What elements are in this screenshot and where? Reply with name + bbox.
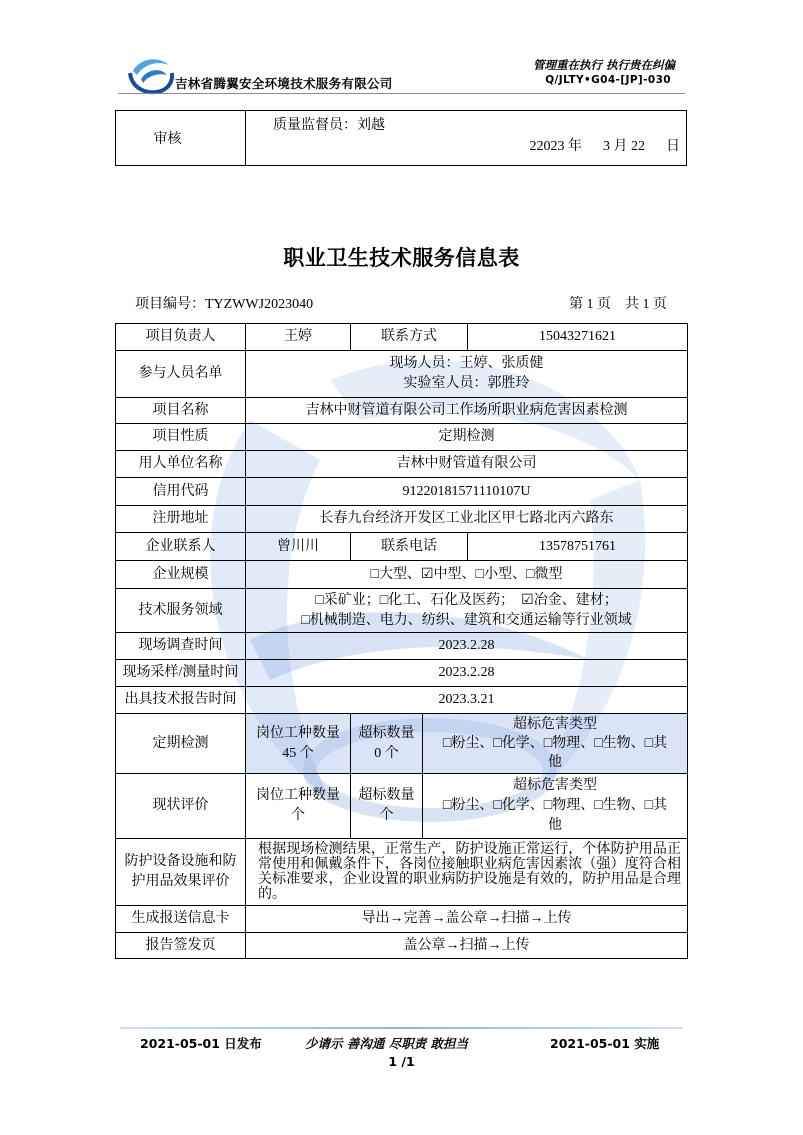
phone-label: 联系电话 [351,533,468,561]
report-time-label: 出具技术报告时间 [116,687,246,714]
hazard-title: 超标危害类型 [513,778,597,793]
leader-value: 王婷 [246,324,351,351]
contact-label: 联系方式 [351,324,468,351]
table-row [116,533,688,561]
quality-supervisor: 质量监督员：刘越 [273,118,385,133]
info-card-steps: 导出→完善→盖公章→扫描→上传 [246,906,688,933]
table-row [116,506,688,533]
hazard-title: 超标危害类型 [513,717,597,732]
status-eval-label: 现状评价 [116,774,246,839]
table-row [116,633,688,660]
page-title: 职业卫生技术服务信息表 [283,246,520,270]
header-slogan: 管理重在执行 执行贵在纠偏 [532,58,675,72]
employer-label: 用人单位名称 [116,451,246,478]
status-post-count [246,774,351,839]
project-name-value: 吉林中财管道有限公司工作场所职业病危害因素检测 [246,398,688,424]
participants-value [246,351,688,398]
post-count-value: 个 [291,808,305,823]
page-number: 1 /1 [388,1054,415,1069]
employer-value: 吉林中财管道有限公司 [246,451,688,478]
review-date: 22023 年 3 月 22 日 [529,139,680,154]
table-row [116,398,688,424]
hazard-options-cont: 他 [548,755,562,770]
protection-label-line: 护用品效果评价 [131,874,230,889]
release-date: 2021-05-01 日发布 [140,1036,262,1051]
header-divider [118,93,685,94]
table-row [116,774,688,839]
company-logo-icon [127,53,175,97]
table-row [116,324,688,351]
post-count-value: 45 个 [282,745,314,761]
table-row [116,351,688,398]
table-row [116,687,688,714]
review-box [115,110,687,166]
service-domain-value [246,589,688,633]
post-count-title: 岗位工种数量 [256,725,340,741]
protection-label-line: 防护设备设施和防 [124,854,237,869]
company-contact-value: 曾川川 [246,533,351,561]
sign-page-label: 报告签发页 [116,933,246,959]
nature-label: 项目性质 [116,424,246,451]
survey-time-value: 2023.2.28 [246,633,688,660]
hazard-options: □粉尘、□化学、□物理、□生物、□其 [442,736,668,751]
credit-code-label: 信用代码 [116,478,246,506]
review-label: 审核 [116,111,246,165]
periodic-label: 定期检测 [116,714,246,774]
company-contact-label: 企业联系人 [116,533,246,561]
scale-label: 企业规模 [116,561,246,589]
table-row [116,839,688,906]
protection-eval-text: 根据现场检测结果，正常生产，防护设施正常运行，个体防护用品正常使用和佩戴条件下，各岗位接触职业病危害因素浓（强）度符合相关标准要求，企业设置的职业病防护设施是有效的，防护用品是合理的。 [246,839,688,906]
table-row [116,933,688,959]
sign-page-steps: 盖公章→扫描→上传 [246,933,688,959]
info-card-label: 生成报送信息卡 [116,906,246,933]
table-row [116,906,688,933]
sampling-time-label: 现场采样/测量时间 [116,660,246,687]
company-name: 吉林省腾翼安全环境技术服务有限公司 [175,76,393,91]
table-row [116,451,688,478]
table-row [116,589,688,633]
table-row [116,561,688,589]
service-domain-line: □采矿业；□化工、石化及医药； ☑冶金、建材； [315,592,618,608]
table-row [116,714,688,774]
phone-value: 13578751761 [468,533,688,561]
post-count-title: 岗位工种数量 [256,788,340,803]
nature-value: 定期检测 [246,424,688,451]
survey-time-label: 现场调查时间 [116,633,246,660]
footer-divider [120,1027,683,1029]
exceed-value: 0 个 [374,745,399,761]
contact-value: 15043271621 [468,324,688,351]
exceed-title: 超标数量 [358,725,415,741]
project-number: 项目编号：TYZWWJ2023040 [135,297,314,312]
participants-line: 现场人员：王婷、张质健 [389,356,544,371]
address-value: 长春九台经济开发区工业北区甲七路北丙六路东 [246,506,688,533]
page-count: 第 1 页 共 1 页 [569,297,667,312]
status-exceed-count [351,774,423,839]
exceed-value: 个 [379,808,394,823]
service-domain-label: 技术服务领域 [116,589,246,633]
hazard-options-cont: 他 [548,818,562,833]
address-label: 注册地址 [116,506,246,533]
periodic-exceed-count [351,714,423,774]
effective-date: 2021-05-01 实施 [550,1036,660,1051]
sampling-time-value: 2023.2.28 [246,660,688,687]
protection-eval-label [116,839,246,906]
credit-code-value: 91220181571110107U [246,478,688,506]
footer-motto: 少请示 善沟通 尽职责 敢担当 [305,1036,469,1051]
scale-value: □大型、☑中型、□小型、□微型 [246,561,688,589]
table-row [116,424,688,451]
report-time-value: 2023.3.21 [246,687,688,714]
exceed-title: 超标数量 [358,788,415,803]
table-row [116,478,688,506]
participants-label: 参与人员名单 [116,351,246,398]
service-domain-line: □机械制造、电力、纺织、建筑和交通运输等行业领域 [301,612,632,628]
info-table [115,323,688,959]
document-code: Q/JLTY•G04-[JP]-030 [545,74,671,86]
participants-line: 实验室人员：郭胜玲 [403,376,530,391]
status-hazard-types [423,774,688,839]
leader-label: 项目负责人 [116,324,246,351]
hazard-options: □粉尘、□化学、□物理、□生物、□其 [442,798,668,813]
table-row [116,660,688,687]
periodic-post-count [246,714,351,774]
project-name-label: 项目名称 [116,398,246,424]
periodic-hazard-types [423,714,688,774]
